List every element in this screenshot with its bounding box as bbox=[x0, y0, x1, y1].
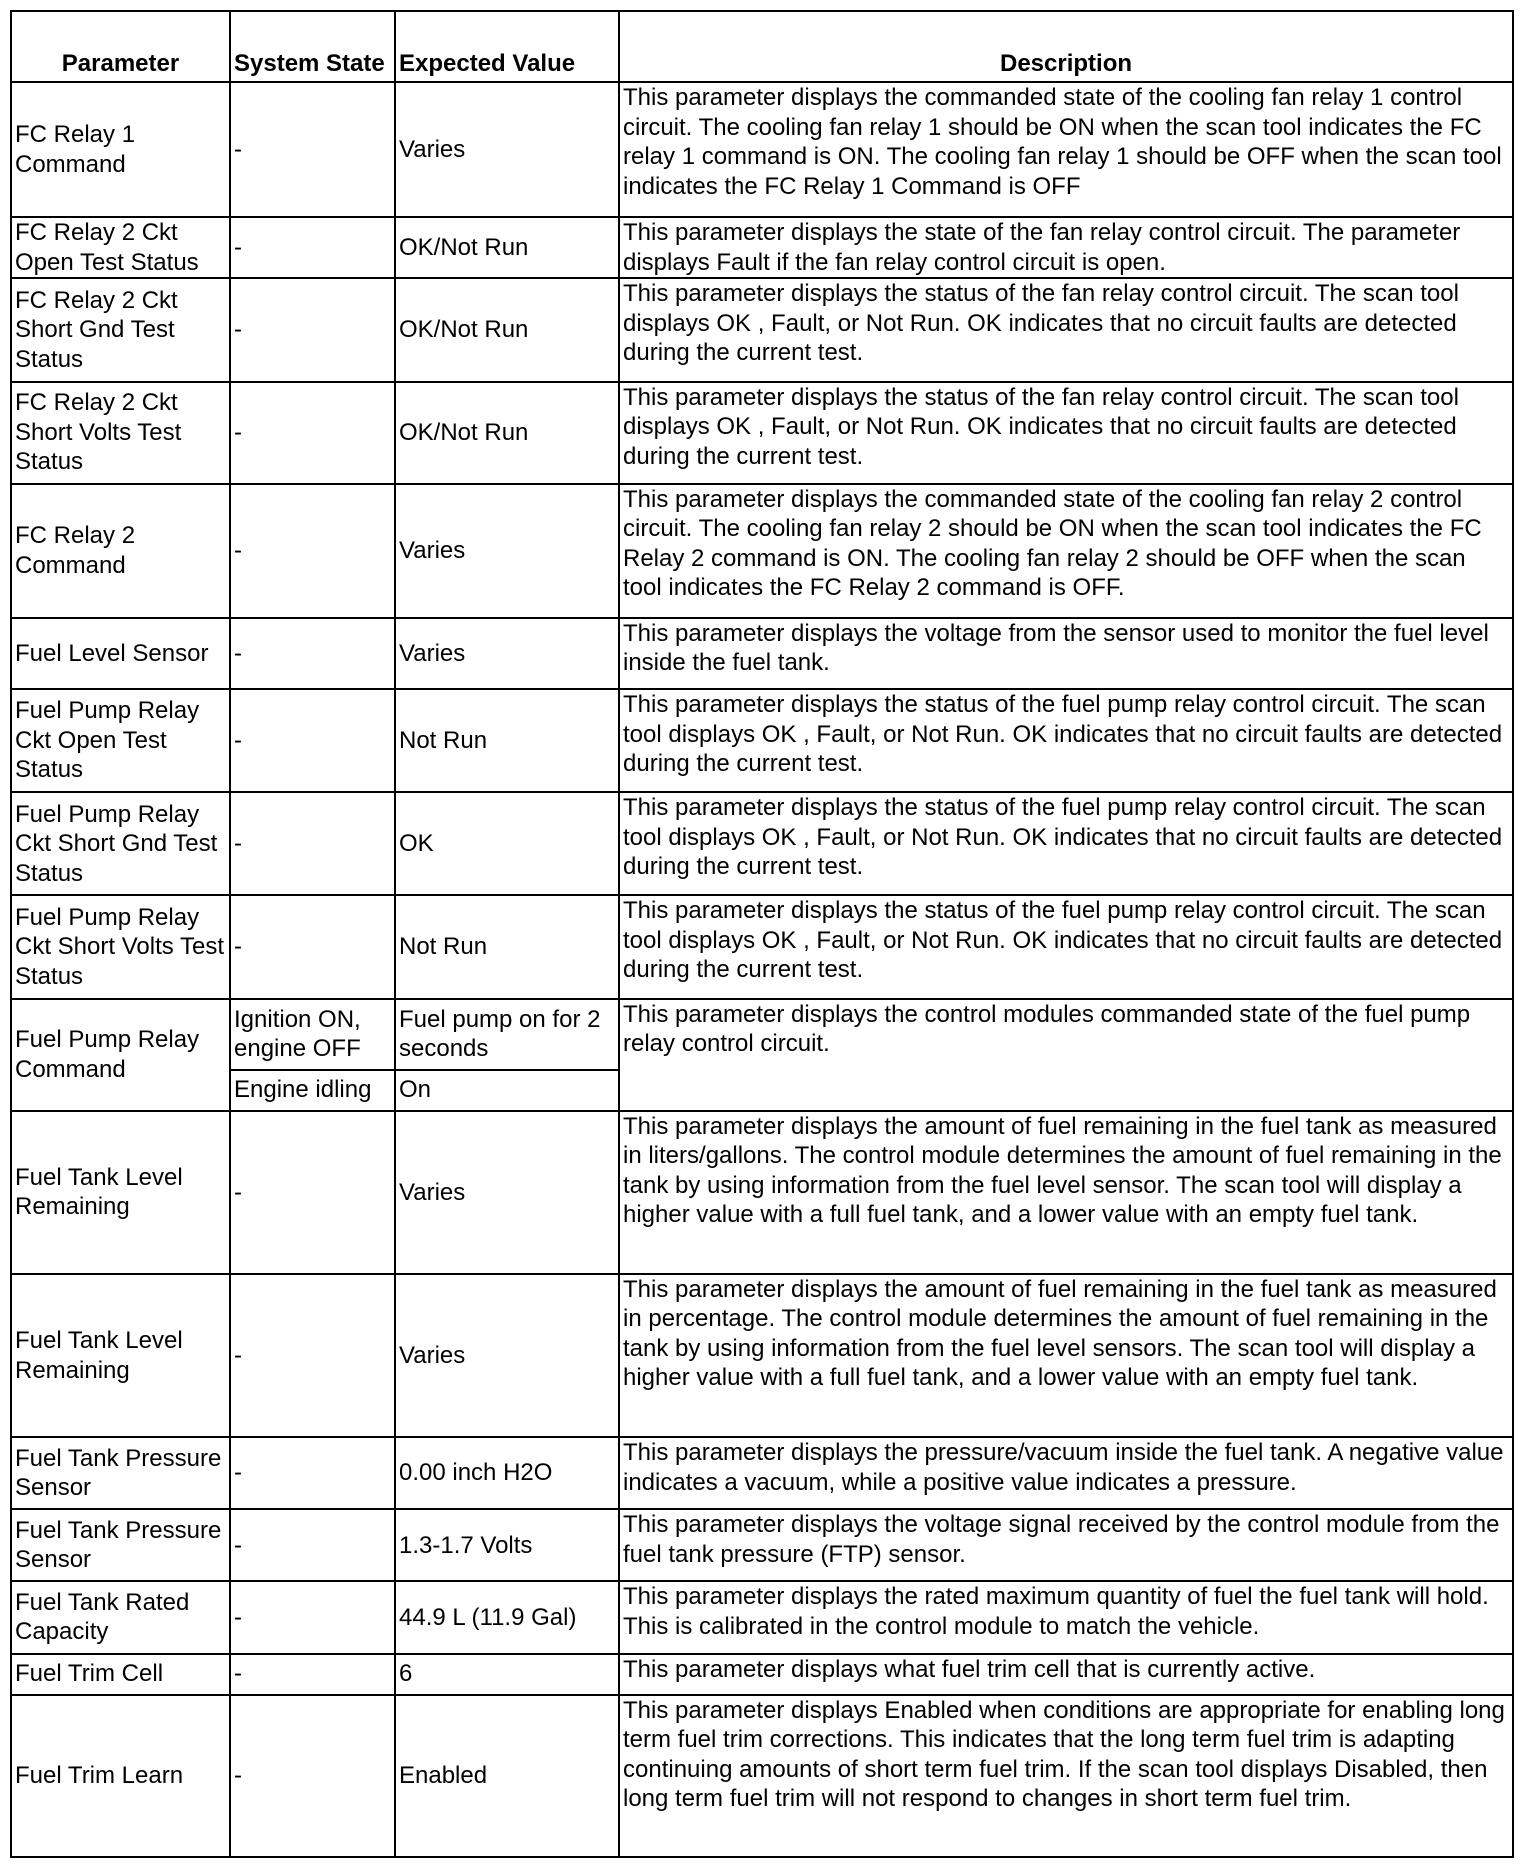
expected-value-cell: OK/Not Run bbox=[395, 217, 619, 278]
expected-value-cell: Varies bbox=[395, 82, 619, 217]
expected-value-cell: Varies bbox=[395, 484, 619, 618]
parameter-cell: FC Relay 2 Ckt Short Volts Test Status bbox=[11, 382, 230, 484]
system-state-cell: - bbox=[230, 895, 395, 998]
table-row bbox=[11, 895, 1513, 998]
parameter-cell: Fuel Pump Relay Command bbox=[11, 999, 230, 1111]
system-state-cell: - bbox=[230, 689, 395, 792]
parameter-cell: FC Relay 2 Ckt Open Test Status bbox=[11, 217, 230, 278]
expected-value-cell: OK/Not Run bbox=[395, 278, 619, 381]
parameter-cell: Fuel Tank Level Remaining bbox=[11, 1274, 230, 1437]
expected-value-cell: Not Run bbox=[395, 689, 619, 792]
system-state-cell: - bbox=[230, 278, 395, 381]
expected-value-cell: 1.3-1.7 Volts bbox=[395, 1509, 619, 1581]
expected-value-cell: OK bbox=[395, 792, 619, 895]
table-row bbox=[11, 1509, 1513, 1581]
table-row bbox=[11, 382, 1513, 484]
expected-value-cell: OK/Not Run bbox=[395, 382, 619, 484]
header-row bbox=[11, 11, 1513, 82]
header-parameter: Parameter bbox=[11, 11, 230, 82]
description-cell: This parameter displays the status of the fan relay control circuit. The scan tool displays OK , Fault, or Not Run. OK indicates that no circuit faults are detected during the current test. bbox=[619, 382, 1513, 484]
description-cell: This parameter displays the amount of fuel remaining in the fuel tank as measured in liters/gallons. The control module determines the amount of fuel remaining in the tank by using information from the fuel level sensor. The scan tool will display a higher value with a full fuel tank, and a lower value with an empty fuel tank. bbox=[619, 1111, 1513, 1274]
system-state-cell: - bbox=[230, 382, 395, 484]
parameter-cell: Fuel Level Sensor bbox=[11, 618, 230, 689]
system-state-cell: - bbox=[230, 82, 395, 217]
description-cell: This parameter displays the status of the fuel pump relay control circuit. The scan tool displays OK , Fault, or Not Run. OK indicates that no circuit faults are detected during the current test. bbox=[619, 792, 1513, 895]
expected-value-cell: 6 bbox=[395, 1654, 619, 1695]
expected-value-cell: Varies bbox=[395, 1274, 619, 1437]
parameter-cell: FC Relay 2 Ckt Short Gnd Test Status bbox=[11, 278, 230, 381]
system-state-cell: - bbox=[230, 1654, 395, 1695]
parameter-cell: FC Relay 2 Command bbox=[11, 484, 230, 618]
expected-value-cell: Enabled bbox=[395, 1695, 619, 1857]
table-row bbox=[11, 1654, 1513, 1695]
parameter-cell: Fuel Pump Relay Ckt Short Gnd Test Status bbox=[11, 792, 230, 895]
parameter-cell: Fuel Pump Relay Ckt Open Test Status bbox=[11, 689, 230, 792]
expected-value-cell: Varies bbox=[395, 618, 619, 689]
parameter-cell: Fuel Tank Pressure Sensor bbox=[11, 1437, 230, 1509]
description-cell: This parameter displays the control modules commanded state of the fuel pump relay control circuit. bbox=[619, 999, 1513, 1111]
description-cell: This parameter displays the voltage from the sensor used to monitor the fuel level inside the fuel tank. bbox=[619, 618, 1513, 689]
table-row bbox=[11, 217, 1513, 278]
table-row bbox=[11, 82, 1513, 217]
parameter-cell: Fuel Tank Level Remaining bbox=[11, 1111, 230, 1274]
system-state-cell: Ignition ON, engine OFF bbox=[230, 999, 395, 1070]
parameter-cell: Fuel Tank Rated Capacity bbox=[11, 1581, 230, 1653]
description-cell: This parameter displays the status of the fuel pump relay control circuit. The scan tool displays OK , Fault, or Not Run. OK indicates that no circuit faults are detected during the current test. bbox=[619, 689, 1513, 792]
header-system-state: System State bbox=[230, 11, 395, 82]
expected-value-cell: 0.00 inch H2O bbox=[395, 1437, 619, 1509]
table-row bbox=[11, 618, 1513, 689]
parameter-table bbox=[10, 10, 1514, 1858]
table-row bbox=[11, 278, 1513, 381]
system-state-cell: Engine idling bbox=[230, 1070, 395, 1111]
description-cell: This parameter displays the amount of fuel remaining in the fuel tank as measured in percentage. The control module determines the amount of fuel remaining in the tank by using information from the fuel level sensors. The scan tool will display a higher value with a full fuel tank, and a lower value with an empty fuel tank. bbox=[619, 1274, 1513, 1437]
description-cell: This parameter displays the pressure/vacuum inside the fuel tank. A negative value indicates a vacuum, while a positive value indicates a pressure. bbox=[619, 1437, 1513, 1509]
system-state-cell: - bbox=[230, 1111, 395, 1274]
description-cell: This parameter displays the commanded state of the cooling fan relay 2 control circuit. The cooling fan relay 2 should be ON when the scan tool indicates the FC Relay 2 command is ON. The cooling fan relay 2 should be OFF when the scan tool indicates the FC Relay 2 command is OFF. bbox=[619, 484, 1513, 618]
system-state-cell: - bbox=[230, 484, 395, 618]
description-cell: This parameter displays the status of the fuel pump relay control circuit. The scan tool displays OK , Fault, or Not Run. OK indicates that no circuit faults are detected during the current test. bbox=[619, 895, 1513, 998]
table-row bbox=[11, 1274, 1513, 1437]
table-row bbox=[11, 484, 1513, 618]
system-state-cell: - bbox=[230, 1437, 395, 1509]
system-state-cell: - bbox=[230, 618, 395, 689]
system-state-cell: - bbox=[230, 1695, 395, 1857]
expected-value-cell: Fuel pump on for 2 seconds bbox=[395, 999, 619, 1070]
description-cell: This parameter displays the rated maximum quantity of fuel the fuel tank will hold. This is calibrated in the control module to match the vehicle. bbox=[619, 1581, 1513, 1653]
parameter-cell: FC Relay 1 Command bbox=[11, 82, 230, 217]
table-row bbox=[11, 689, 1513, 792]
description-cell: This parameter displays the state of the fan relay control circuit. The parameter displays Fault if the fan relay control circuit is open. bbox=[619, 217, 1513, 278]
system-state-cell: - bbox=[230, 792, 395, 895]
expected-value-cell: 44.9 L (11.9 Gal) bbox=[395, 1581, 619, 1653]
table-row bbox=[11, 1111, 1513, 1274]
table-row bbox=[11, 1695, 1513, 1857]
table-row bbox=[11, 1581, 1513, 1653]
parameter-cell: Fuel Trim Cell bbox=[11, 1654, 230, 1695]
description-cell: This parameter displays the voltage signal received by the control module from the fuel tank pressure (FTP) sensor. bbox=[619, 1509, 1513, 1581]
system-state-cell: - bbox=[230, 217, 395, 278]
header-expected-value: Expected Value bbox=[395, 11, 619, 82]
table-row bbox=[11, 792, 1513, 895]
parameter-cell: Fuel Tank Pressure Sensor bbox=[11, 1509, 230, 1581]
table-row bbox=[11, 999, 1513, 1070]
expected-value-cell: Varies bbox=[395, 1111, 619, 1274]
description-cell: This parameter displays the status of the fan relay control circuit. The scan tool displays OK , Fault, or Not Run. OK indicates that no circuit faults are detected during the current test. bbox=[619, 278, 1513, 381]
header-description: Description bbox=[619, 11, 1513, 82]
parameter-cell: Fuel Trim Learn bbox=[11, 1695, 230, 1857]
expected-value-cell: Not Run bbox=[395, 895, 619, 998]
description-cell: This parameter displays Enabled when conditions are appropriate for enabling long term fuel trim corrections. This indicates that the long term fuel trim is adapting continuing amounts of short term fuel trim. If the scan tool displays Disabled, then long term fuel trim will not respond to changes in short term fuel trim. bbox=[619, 1695, 1513, 1857]
table-row bbox=[11, 1437, 1513, 1509]
expected-value-cell: On bbox=[395, 1070, 619, 1111]
system-state-cell: - bbox=[230, 1581, 395, 1653]
system-state-cell: - bbox=[230, 1509, 395, 1581]
description-cell: This parameter displays the commanded state of the cooling fan relay 1 control circuit. The cooling fan relay 1 should be ON when the scan tool indicates the FC relay 1 command is ON. The cooling fan relay 1 should be OFF when the scan tool indicates the FC Relay 1 Command is OFF bbox=[619, 82, 1513, 217]
parameter-cell: Fuel Pump Relay Ckt Short Volts Test Status bbox=[11, 895, 230, 998]
system-state-cell: - bbox=[230, 1274, 395, 1437]
description-cell: This parameter displays what fuel trim cell that is currently active. bbox=[619, 1654, 1513, 1695]
